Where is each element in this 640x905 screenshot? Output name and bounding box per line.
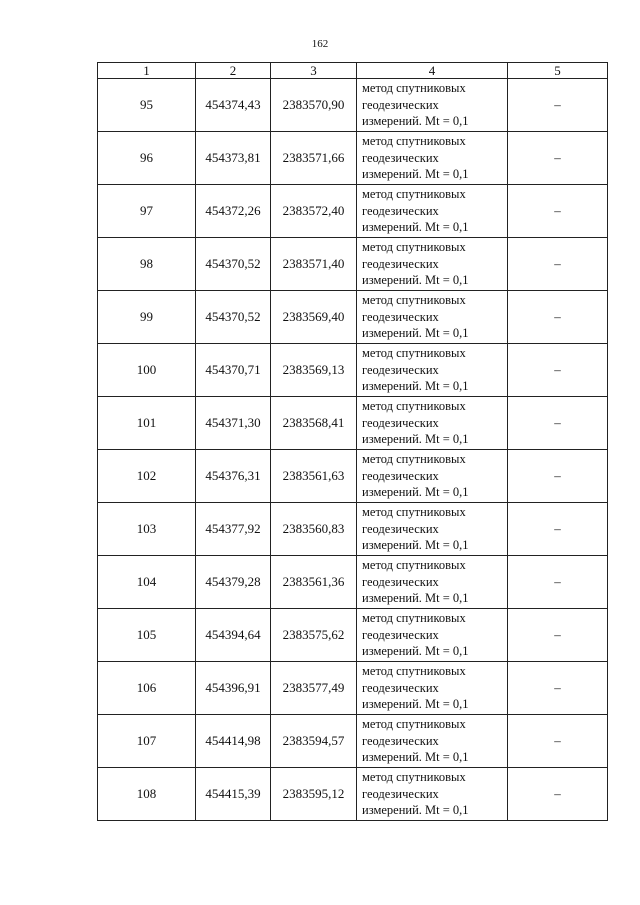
x-coordinate-cell: 454370,52 (196, 291, 271, 344)
y-coordinate-cell: 2383570,90 (271, 79, 357, 132)
table-row (98, 662, 608, 715)
table-row (98, 503, 608, 556)
table-row (98, 768, 608, 821)
y-coordinate-cell: 2383577,49 (271, 662, 357, 715)
point-number-cell: 98 (98, 238, 196, 291)
y-coordinate-cell: 2383575,62 (271, 609, 357, 662)
method-cell (357, 185, 508, 238)
method-line: геодезических (362, 203, 439, 218)
method-line: метод спутниковых (362, 770, 466, 785)
column-header-3: 3 (271, 63, 357, 79)
table-row (98, 291, 608, 344)
point-number-cell: 99 (98, 291, 196, 344)
y-coordinate-cell: 2383561,36 (271, 556, 357, 609)
method-line: измерений. Mt = 0,1 (362, 697, 469, 712)
method-cell (357, 450, 508, 503)
note-cell: – (508, 556, 608, 609)
note-cell: – (508, 662, 608, 715)
point-number-cell: 108 (98, 768, 196, 821)
method-line: геодезических (362, 627, 439, 642)
x-coordinate-cell: 454370,52 (196, 238, 271, 291)
method-line: измерений. Mt = 0,1 (362, 803, 469, 818)
table-row (98, 609, 608, 662)
method-line: геодезических (362, 97, 439, 112)
method-line: измерений. Mt = 0,1 (362, 220, 469, 235)
method-line: измерений. Mt = 0,1 (362, 538, 469, 553)
x-coordinate-cell: 454374,43 (196, 79, 271, 132)
x-coordinate-cell: 454414,98 (196, 715, 271, 768)
method-line: метод спутниковых (362, 399, 466, 414)
y-coordinate-cell: 2383572,40 (271, 185, 357, 238)
y-coordinate-cell: 2383569,13 (271, 344, 357, 397)
x-coordinate-cell: 454415,39 (196, 768, 271, 821)
y-coordinate-cell: 2383560,83 (271, 503, 357, 556)
table-row (98, 132, 608, 185)
point-number-cell: 95 (98, 79, 196, 132)
point-number-cell: 101 (98, 397, 196, 450)
point-number-cell: 107 (98, 715, 196, 768)
method-line: метод спутниковых (362, 452, 466, 467)
table-row (98, 185, 608, 238)
method-line: геодезических (362, 362, 439, 377)
y-coordinate-cell: 2383594,57 (271, 715, 357, 768)
method-line: измерений. Mt = 0,1 (362, 591, 469, 606)
point-number-cell: 96 (98, 132, 196, 185)
method-line: метод спутниковых (362, 717, 466, 732)
method-line: геодезических (362, 415, 439, 430)
method-line: геодезических (362, 521, 439, 536)
note-cell: – (508, 291, 608, 344)
note-cell: – (508, 503, 608, 556)
point-number-cell: 106 (98, 662, 196, 715)
x-coordinate-cell: 454370,71 (196, 344, 271, 397)
method-cell (357, 556, 508, 609)
table-row (98, 450, 608, 503)
y-coordinate-cell: 2383561,63 (271, 450, 357, 503)
method-cell (357, 715, 508, 768)
x-coordinate-cell: 454379,28 (196, 556, 271, 609)
method-line: геодезических (362, 680, 439, 695)
x-coordinate-cell: 454371,30 (196, 397, 271, 450)
point-number-cell: 100 (98, 344, 196, 397)
method-line: метод спутниковых (362, 240, 466, 255)
table-body (98, 79, 608, 821)
method-cell (357, 503, 508, 556)
column-header-4: 4 (357, 63, 508, 79)
method-cell (357, 291, 508, 344)
x-coordinate-cell: 454372,26 (196, 185, 271, 238)
y-coordinate-cell: 2383595,12 (271, 768, 357, 821)
method-line: метод спутниковых (362, 81, 466, 96)
method-line: измерений. Mt = 0,1 (362, 750, 469, 765)
point-number-cell: 103 (98, 503, 196, 556)
page-number: 162 (311, 38, 329, 50)
method-cell (357, 238, 508, 291)
y-coordinate-cell: 2383568,41 (271, 397, 357, 450)
method-line: измерений. Mt = 0,1 (362, 379, 469, 394)
note-cell: – (508, 132, 608, 185)
method-line: метод спутниковых (362, 134, 466, 149)
method-line: метод спутниковых (362, 293, 466, 308)
table-row (98, 397, 608, 450)
method-cell (357, 79, 508, 132)
method-line: метод спутниковых (362, 187, 466, 202)
method-line: геодезических (362, 150, 439, 165)
table-row (98, 79, 608, 132)
note-cell: – (508, 768, 608, 821)
method-line: геодезических (362, 309, 439, 324)
note-cell: – (508, 344, 608, 397)
point-number-cell: 105 (98, 609, 196, 662)
method-line: метод спутниковых (362, 346, 466, 361)
method-cell (357, 397, 508, 450)
column-header-2: 2 (196, 63, 271, 79)
method-line: метод спутниковых (362, 664, 466, 679)
method-line: геодезических (362, 733, 439, 748)
method-line: измерений. Mt = 0,1 (362, 273, 469, 288)
note-cell: – (508, 185, 608, 238)
method-line: измерений. Mt = 0,1 (362, 644, 469, 659)
table-row (98, 556, 608, 609)
method-line: измерений. Mt = 0,1 (362, 167, 469, 182)
method-cell (357, 768, 508, 821)
method-line: измерений. Mt = 0,1 (362, 326, 469, 341)
method-line: геодезических (362, 256, 439, 271)
table-row (98, 715, 608, 768)
method-cell (357, 662, 508, 715)
note-cell: – (508, 450, 608, 503)
method-cell (357, 609, 508, 662)
method-line: геодезических (362, 786, 439, 801)
note-cell: – (508, 238, 608, 291)
method-line: измерений. Mt = 0,1 (362, 114, 469, 129)
x-coordinate-cell: 454394,64 (196, 609, 271, 662)
method-line: геодезических (362, 574, 439, 589)
table-header-row (98, 63, 608, 79)
method-cell (357, 132, 508, 185)
method-line: геодезических (362, 468, 439, 483)
note-cell: – (508, 79, 608, 132)
y-coordinate-cell: 2383569,40 (271, 291, 357, 344)
x-coordinate-cell: 454396,91 (196, 662, 271, 715)
table-row (98, 344, 608, 397)
method-line: метод спутниковых (362, 611, 466, 626)
coordinates-table (97, 62, 608, 821)
column-header-1: 1 (98, 63, 196, 79)
point-number-cell: 97 (98, 185, 196, 238)
y-coordinate-cell: 2383571,40 (271, 238, 357, 291)
column-header-5: 5 (508, 63, 608, 79)
method-line: метод спутниковых (362, 558, 466, 573)
x-coordinate-cell: 454376,31 (196, 450, 271, 503)
method-cell (357, 344, 508, 397)
y-coordinate-cell: 2383571,66 (271, 132, 357, 185)
point-number-cell: 102 (98, 450, 196, 503)
point-number-cell: 104 (98, 556, 196, 609)
note-cell: – (508, 397, 608, 450)
method-line: измерений. Mt = 0,1 (362, 432, 469, 447)
note-cell: – (508, 715, 608, 768)
table-row (98, 238, 608, 291)
x-coordinate-cell: 454373,81 (196, 132, 271, 185)
method-line: измерений. Mt = 0,1 (362, 485, 469, 500)
note-cell: – (508, 609, 608, 662)
x-coordinate-cell: 454377,92 (196, 503, 271, 556)
method-line: метод спутниковых (362, 505, 466, 520)
